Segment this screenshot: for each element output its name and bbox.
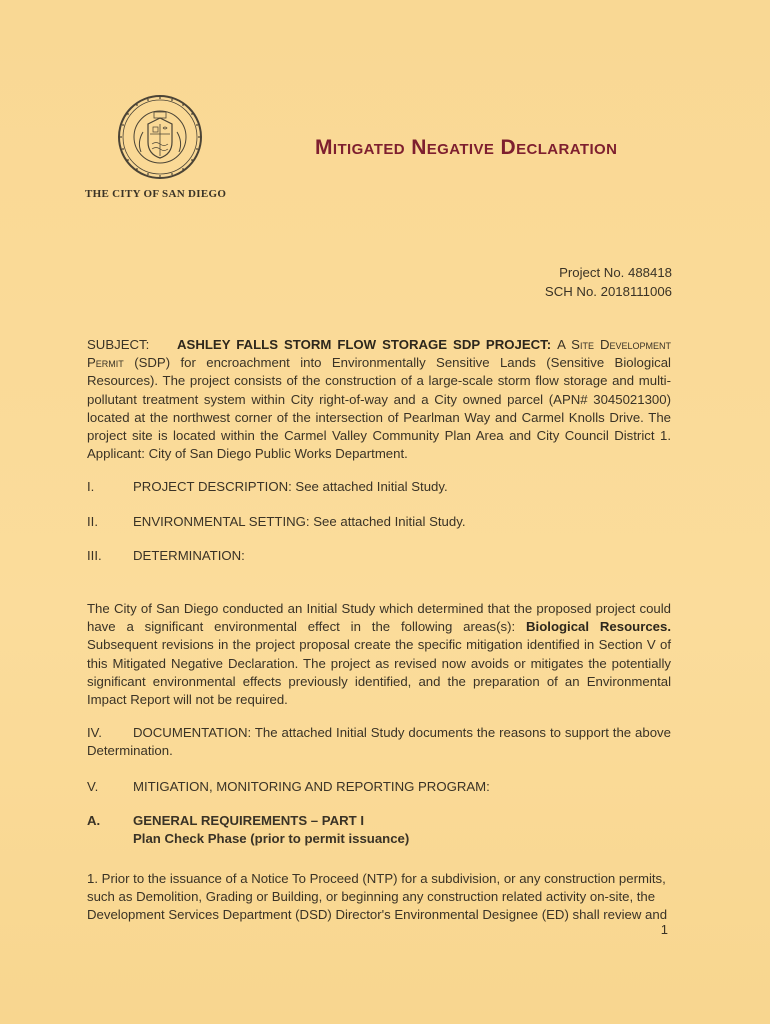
section-determination: III. DETERMINATION: bbox=[87, 548, 245, 563]
permit-type: A Site Development Permit bbox=[87, 337, 671, 371]
section-project-description: I. PROJECT DESCRIPTION: See attached Initial Study. bbox=[87, 479, 448, 494]
project-numbers bbox=[545, 263, 672, 301]
sch-number: SCH No. 2018111006 bbox=[544, 284, 672, 299]
part-a-subtitle: Plan Check Phase (prior to permit issuance) bbox=[133, 831, 410, 846]
city-seal-icon bbox=[117, 94, 203, 180]
requirement-1: 1. Prior to the issuance of a Notice To Proceed (NTP) for a subdivision, or any construction permits, such as Demolition, Grading or Building, or beginning any construction related activity on-site, the Development Services Department (DSD) Director's Environmental Designee (ED) shall review and bbox=[87, 871, 668, 923]
subject-text: (SDP) for encroachment into Environmentally Sensitive Lands (Sensitive Biological Resources). The project consists of the construction of a large-scale storm flow storage and multi-pollutant treatment system within City right-of-way and a City owned parcel (APN# 3045021300) located at the northwest corner of the intersection of Pearlman Way and Carmel Knolls Drive. The project site is located within the Carmel Valley Community Plan Area and City Council District 1. Applicant: City of San Diego Public Works Department. bbox=[87, 355, 671, 462]
page-number: 1 bbox=[660, 922, 668, 937]
subject-label: SUBJECT: bbox=[87, 337, 150, 352]
section-environmental-setting: II. ENVIRONMENTAL SETTING: See attached Initial Study. bbox=[87, 514, 466, 529]
part-a-heading: A. GENERAL REQUIREMENTS – PART I Plan Check Phase (prior to permit issuance) bbox=[87, 813, 410, 846]
document-title: Mitigated Negative Declaration bbox=[315, 136, 618, 159]
impact-areas: Biological Resources. bbox=[526, 619, 671, 635]
documentation-paragraph: IV. DOCUMENTATION: The attached Initial Study documents the reasons to support the above Determination. bbox=[87, 725, 671, 759]
section-mitigation: V. MITIGATION, MONITORING AND REPORTING PROGRAM: bbox=[87, 779, 490, 794]
subject-paragraph: SUBJECT: ASHLEY FALLS STORM FLOW STORAGE SDP PROJECT: A Site Development Permit (SDP) for encroachment into Environmentally Sensitive Lands (Sensitive Biological Resources). The project consists of the construction of a large-scale storm flow storage and multi-pollutant treatment system within City right-of-way and a City owned parcel (APN# 3045021300) located at the northwest corner of the intersection of Pearlman Way and Carmel Knolls Drive. The project site is located within the Carmel Valley Community Plan Area and City Council District 1. Applicant: City of San Diego Public Works Department. bbox=[87, 337, 671, 462]
determination-paragraph: The City of San Diego conducted an Initial Study which determined that the proposed project could have a significant environmental effect in the following areas(s): Biological Resources. Subsequent revisions in the project proposal create the specific mitigation identified in Section V of this Mitigated Negative Declaration. The project as revised now avoids or mitigates the potentially significant environmental effects previously identified, and the preparation of an Environmental Impact Report will not be required. bbox=[87, 601, 671, 708]
city-name: THE CITY OF SAN DIEGO bbox=[85, 188, 227, 200]
project-number: Project No. 488418 bbox=[559, 265, 672, 280]
project-name: ASHLEY FALLS STORM FLOW STORAGE SDP PROJECT bbox=[177, 337, 547, 352]
